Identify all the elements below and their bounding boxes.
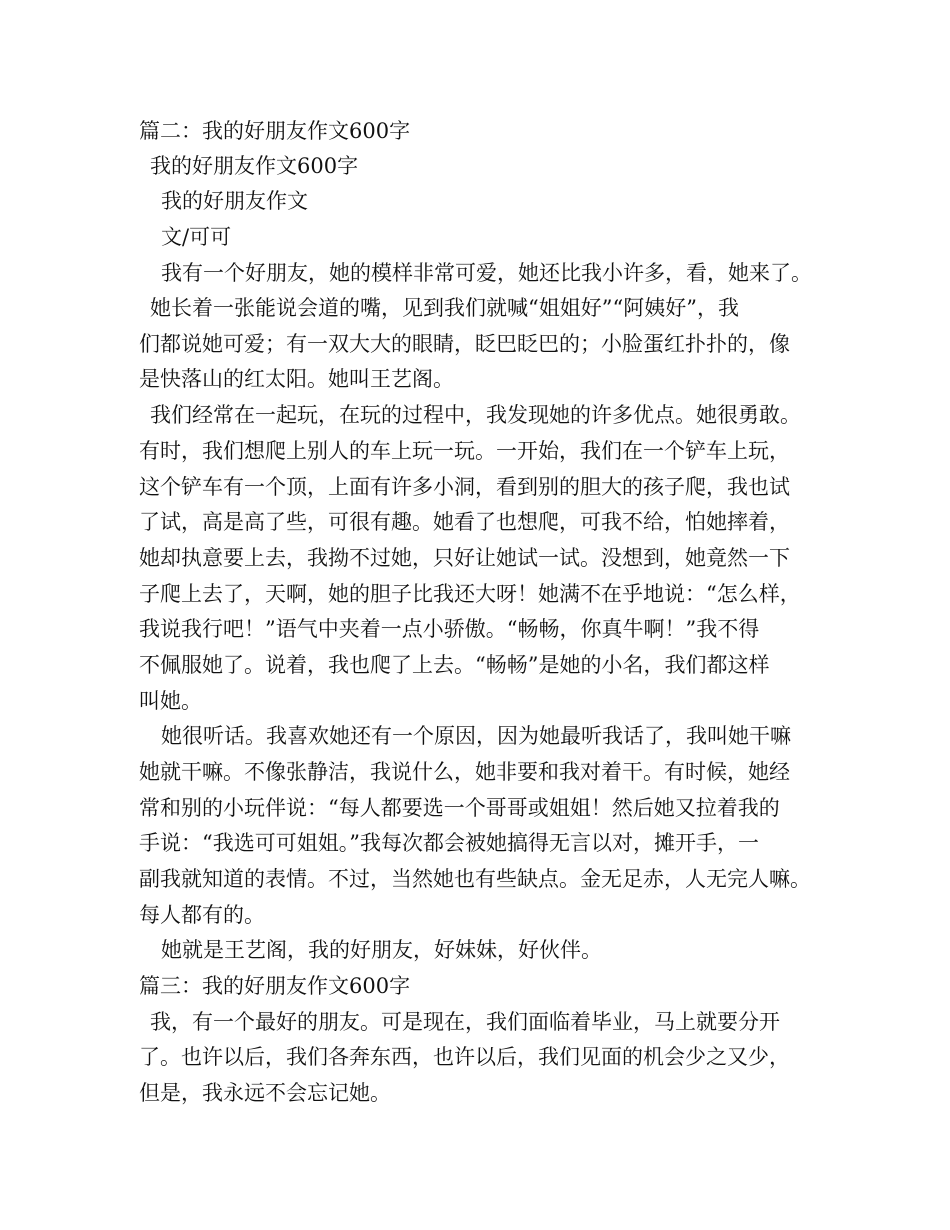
paragraph-line: 手说：“我选可可姐姐。”我每次都会被她搞得无言以对，摊开手，一 (139, 831, 759, 855)
essay-title: 我的好朋友作文600字 (150, 154, 359, 178)
paragraph-line: 她就是王艺阁，我的好朋友，好妹妹，好伙伴。 (161, 938, 602, 962)
paragraph-line: 是快落山的红太阳。她叫王艺阁。 (139, 367, 454, 391)
section-heading-3: 篇三：我的好朋友作文600字 (139, 974, 411, 998)
paragraph-line: 她却执意要上去，我拗不过她，只好让她试一试。没想到，她竟然一下 (139, 546, 790, 570)
paragraph-line: 我有一个好朋友，她的模样非常可爱，她还比我小许多，看，她来了。 (161, 261, 812, 285)
paragraph-line: 每人都有的。 (139, 903, 265, 927)
paragraph-line: 叫她。 (139, 689, 202, 713)
paragraph-line: 们都说她可爱；有一双大大的眼睛，眨巴眨巴的；小脸蛋红扑扑的，像 (139, 332, 790, 356)
paragraph-line: 她长着一张能说会道的嘴，见到我们就喊“姐姐好”“阿姨好”，我 (150, 296, 739, 320)
paragraph-line: 她很听话。我喜欢她还有一个原因，因为她最听我话了，我叫她干嘛 (161, 724, 791, 748)
paragraph-line: 我说我行吧！”语气中夹着一点小骄傲。“畅畅，你真牛啊！”我不得 (139, 617, 760, 641)
paragraph-line: 有时，我们想爬上别人的车上玩一玩。一开始，我们在一个铲车上玩， (139, 439, 790, 463)
section-heading-2: 篇二：我的好朋友作文600字 (139, 119, 411, 143)
essay-subtitle: 我的好朋友作文 (161, 189, 308, 213)
paragraph-line: 常和别的小玩伴说：“每人都要选一个哥哥或姐姐！然后她又拉着我的 (139, 796, 780, 820)
paragraph-line: 子爬上去了，天啊，她的胆子比我还大呀！她满不在乎地说：“怎么样， (139, 582, 801, 606)
paragraph-line: 我们经常在一起玩，在玩的过程中，我发现她的许多优点。她很勇敢。 (150, 403, 801, 427)
paragraph-line: 我，有一个最好的朋友。可是现在，我们面临着毕业，马上就要分开 (150, 1010, 780, 1034)
paragraph-line: 但是，我永远不会忘记她。 (139, 1081, 391, 1105)
paragraph-line: 她就干嘛。不像张静洁，我说什么，她非要和我对着干。有时候，她经 (139, 760, 790, 784)
author-line: 文/可可 (161, 225, 232, 249)
paragraph-line: 这个铲车有一个顶，上面有许多小洞，看到别的胆大的孩子爬，我也试 (139, 475, 790, 499)
paragraph-line: 了试，高是高了些，可很有趣。她看了也想爬，可我不给，怕她摔着， (139, 510, 790, 534)
paragraph-line: 副我就知道的表情。不过，当然她也有些缺点。金无足赤，人无完人嘛。 (139, 867, 811, 891)
paragraph-line: 不佩服她了。说着，我也爬了上去。“畅畅”是她的小名，我们都这样 (139, 653, 770, 677)
paragraph-line: 了。也许以后，我们各奔东西，也许以后，我们见面的机会少之又少， (139, 1045, 790, 1069)
